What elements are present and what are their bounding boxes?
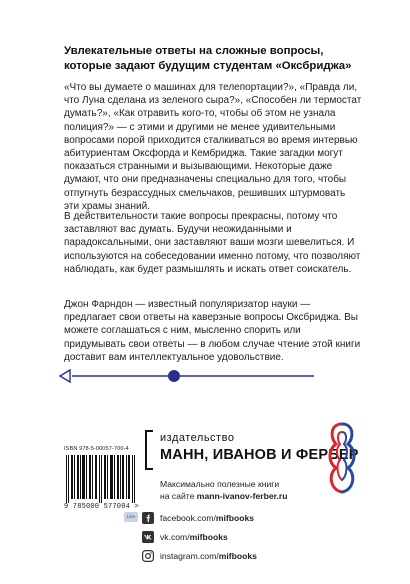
paragraph-1: «Что вы думаете о машинах для телепортации?», «Правда ли, что Луна сделана из зеленого сыра?», «Способен ли термостат думать?», «Как отравить кого-то, чтобы об этом не узнала полиция?» — с этими и другими не менее удивительными вопросами порой приходится сталкиваться во время интервью абитуриентам Оксфорда и Кембриджа. Такие загадки могут показаться странными и вызывающими. Некоторые даже думают, что они предназначены специально для того, чтобы отпугнуть безрассудных смельчаков, решивших штурмовать эти храмы знаний. bbox=[64, 82, 362, 212]
facebook-handle: mifbooks bbox=[215, 513, 255, 523]
vk-handle: mifbooks bbox=[189, 532, 228, 542]
facebook-link[interactable] bbox=[142, 512, 342, 528]
facebook-prefix: facebook.com/ bbox=[160, 513, 216, 523]
divider-arrowhead bbox=[60, 370, 70, 382]
facebook-icon bbox=[142, 512, 154, 524]
instagram-handle: mifbooks bbox=[218, 551, 257, 561]
barcode bbox=[64, 455, 138, 503]
publisher-bracket bbox=[145, 430, 153, 470]
vk-link[interactable] bbox=[142, 531, 342, 547]
headline: Увлекательные ответы на сложные вопросы, которые задают будущим студентам «Оксбриджа» bbox=[64, 45, 352, 72]
publisher-label: издательство bbox=[160, 432, 235, 444]
instagram-link[interactable] bbox=[142, 550, 342, 566]
instagram-icon bbox=[142, 550, 154, 562]
vk-icon bbox=[142, 531, 154, 543]
publisher-logo bbox=[320, 420, 364, 496]
decorative-divider bbox=[58, 366, 320, 386]
publisher-note-prefix: на сайте bbox=[160, 490, 197, 501]
isbn-number: ISBN 978-5-00057-700-4 bbox=[64, 446, 129, 452]
publisher-site-link[interactable]: mann-ivanov-ferber.ru bbox=[196, 490, 288, 501]
paragraph-2: В действительности такие вопросы прекрасны, потому что заставляют вас думать. Будучи неожиданными и парадоксальными, они заставляют ваши мозги шевелиться. И используются на собеседовании именно потому, что позволяют наблюдать, как будет размышлять и искать ответ соискатель. bbox=[64, 211, 361, 275]
like-badge[interactable]: Like bbox=[124, 512, 138, 522]
publisher-name: МАНН, ИВАНОВ И ФЕРБЕР bbox=[160, 447, 359, 463]
barcode-digits: 9 785000 577004 > bbox=[64, 503, 139, 511]
paragraph-3: Джон Фарндон — известный популяризатор науки — предлагает свои ответы на каверзные вопросы Оксбриджа. Вы можете соглашаться с ним, мысленно спорить или придумывать свои ответы — в любом случае чтение этой книги доставит вам интеллектуальное удовольствие. bbox=[64, 299, 361, 363]
divider-dot bbox=[168, 370, 180, 382]
publisher-note-line1: Максимально полезные книги bbox=[160, 479, 280, 489]
vk-prefix: vk.com/ bbox=[160, 532, 190, 542]
instagram-prefix: instagram.com/ bbox=[160, 551, 219, 561]
